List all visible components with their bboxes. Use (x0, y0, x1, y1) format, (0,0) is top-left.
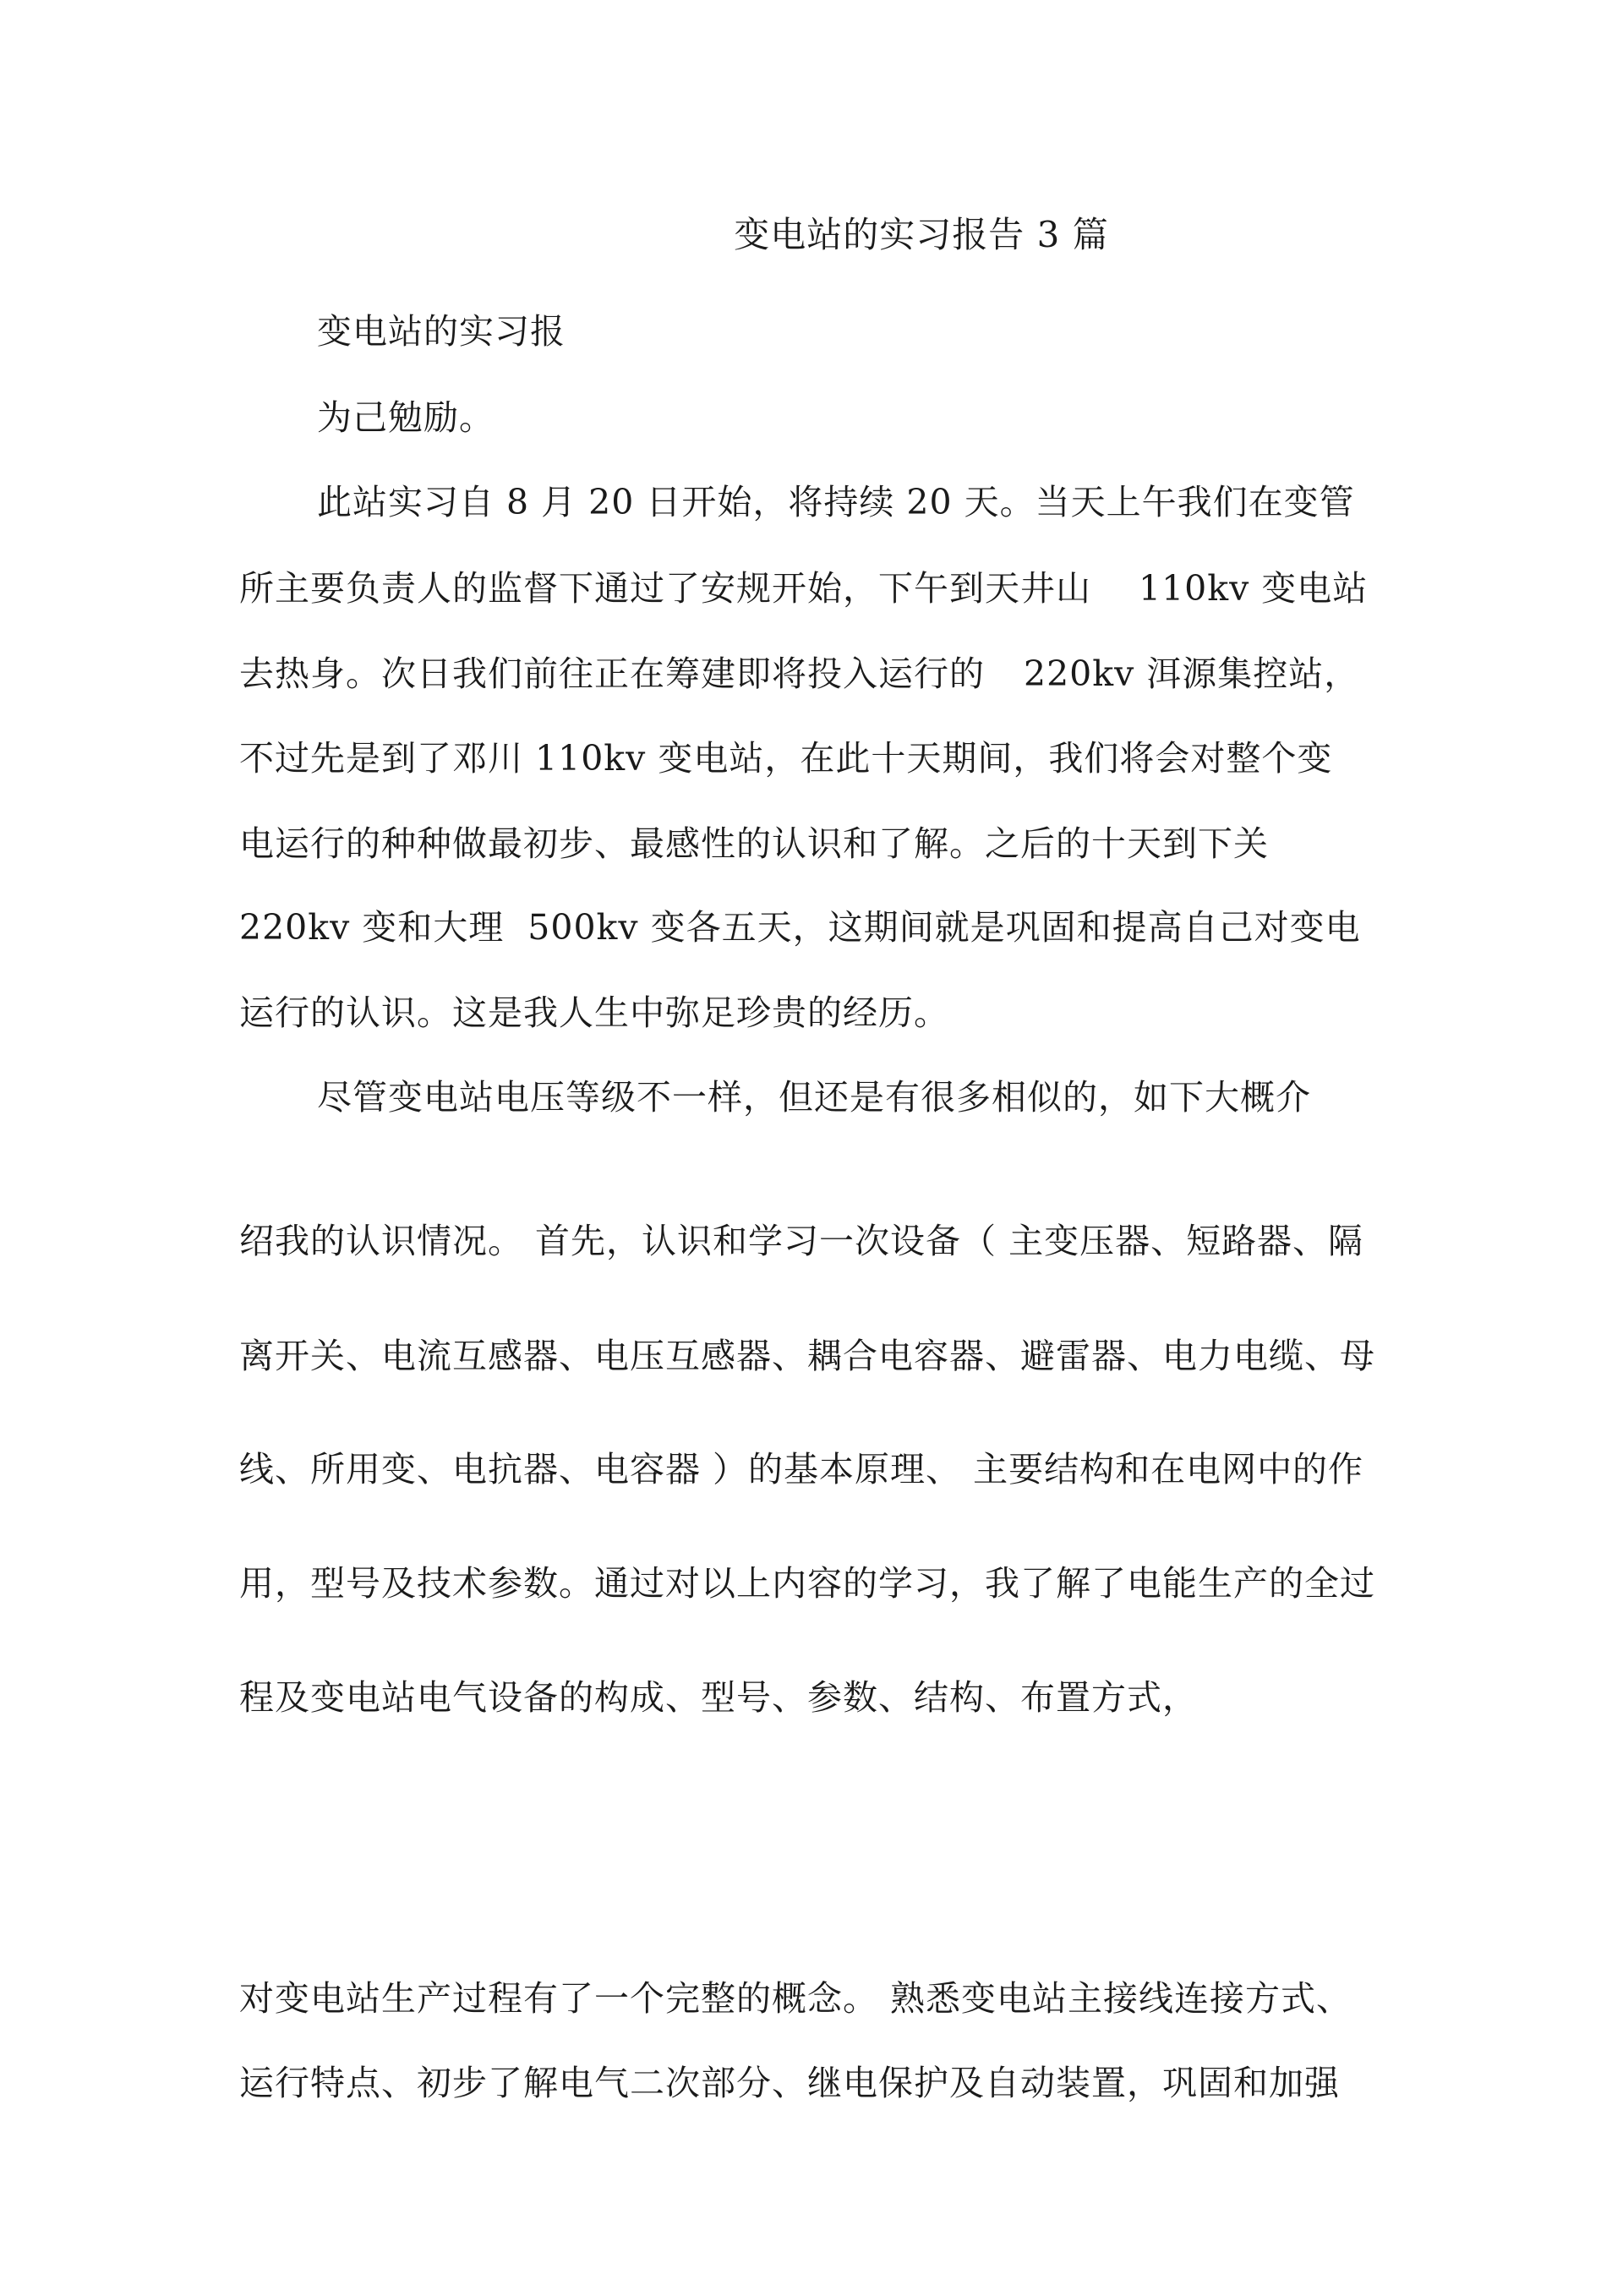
paragraph-1-line-4: 不过先是到了邓川 110kv 变电站，在此十天期间，我们将会对整个变 (239, 738, 1333, 779)
paragraph-1-line-2-text-b: 110kv 变电站 (1139, 568, 1369, 609)
paragraph-2-line-4: 线、所用变、电抗器、电容器 ）的基本原理、 主要结构和在电网中的作 (239, 1449, 1364, 1490)
paragraph-2-line-2: 绍我的认识情况。 首先，认识和学习一次设备（ 主变压器、短路器、隔 (239, 1221, 1364, 1261)
paragraph-1-line-3 (239, 650, 1359, 697)
paragraph-1-line-6-text-b: 500kv 变各五天，这期间就是巩固和提高自己对变电 (527, 907, 1361, 948)
paragraph-1-line-2-text-a: 所主要负责人的监督下通过了安规开始，下午到天井山 (239, 568, 1091, 609)
motto-line: 为己勉励。 (317, 397, 495, 438)
paragraph-2-line-5: 用，型号及技术参数。通过对以上内容的学习，我了解了电能生产的全过 (239, 1563, 1375, 1604)
document-title: 变电站的实习报告 3 篇 (734, 214, 1109, 255)
paragraph-1-line-6 (239, 904, 1361, 951)
paragraph-1-line-7: 运行的认识。这是我人生中弥足珍贵的经历。 (239, 992, 949, 1033)
paragraph-1-line-3-text-a: 去热身。次日我们前往正在筹建即将投入运行的 (239, 653, 985, 694)
paragraph-3-line-1: 对变电站生产过程有了一个完整的概念。 熟悉变电站主接线连接方式、 (239, 1978, 1352, 2019)
paragraph-2-line-6: 程及变电站电气设备的构成、型号、参数、结构、布置方式， (239, 1677, 1198, 1718)
paragraph-1-line-6-text-a: 220kv 变和大理 (239, 907, 505, 948)
paragraph-1-line-5: 电运行的种种做最初步、最感性的认识和了解。之后的十天到下关 (239, 823, 1269, 864)
paragraph-1-line-3-text-b: 220kv 洱源集控站， (1024, 653, 1360, 694)
paragraph-2-line-1: 尽管变电站电压等级不一样，但还是有很多相似的，如下大概介 (317, 1077, 1311, 1118)
paragraph-3-line-2: 运行特点、初步了解电气二次部分、继电保护及自动装置，巩固和加强 (239, 2063, 1340, 2103)
paragraph-2-line-3: 离开关、电流互感器、电压互感器、耦合电容器、避雷器、电力电缆、母 (239, 1336, 1375, 1376)
subtitle-line: 变电站的实习报 (317, 311, 566, 352)
paragraph-1-line-2 (239, 565, 1368, 612)
paragraph-1-line-1: 此站实习自 8 月 20 日开始，将持续 20 天。当天上午我们在变管 (317, 482, 1355, 522)
